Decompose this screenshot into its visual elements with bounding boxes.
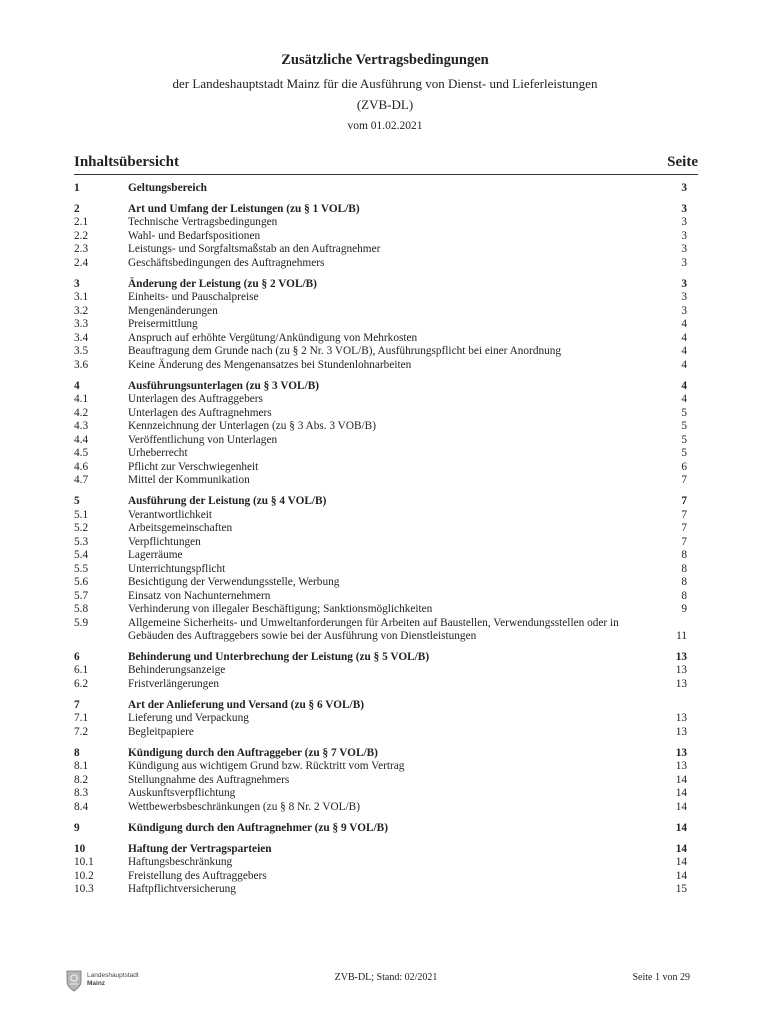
toc-entry-row [74,787,698,801]
toc-entry-title: Unterlagen des Auftragnehmers [128,406,272,419]
toc-entry-number: 6 [74,650,80,663]
toc-entry-title: Leistungs- und Sorgfaltsmaßstab an den Auftragnehmer [128,243,381,256]
document-abbreviation: (ZVB-DL) [356,97,414,112]
toc-entry-page: 8 [681,549,687,562]
toc-entry-row [74,216,698,230]
toc-entry-row [74,726,698,740]
toc-entry-number: 2.1 [74,216,89,229]
toc-entry-page: 3 [681,182,687,194]
toc-entry-number: 4.6 [74,460,89,473]
toc-entry-page: 7 [681,474,687,487]
toc-entry-page: 4 [681,345,687,358]
toc-entry-page: 14 [675,800,687,813]
page-footer [74,968,698,998]
toc-entry-page: 14 [675,821,687,834]
toc-entry-number: 3.2 [74,304,89,317]
toc-entry-row [74,257,698,271]
toc-entry-title: Auskunftsverpflichtung [128,787,236,800]
toc-entry-title: Keine Änderung des Mengenansatzes bei Stundenlohnarbeiten [128,358,412,371]
toc-entry-page: 13 [675,760,687,773]
toc-entry-number: 3.4 [74,331,89,344]
toc-entry-title: Geltungsbereich [128,182,207,194]
document-date: vom 01.02.2021 [347,120,423,132]
toc-section [74,203,698,271]
toc-entry-title: Kündigung aus wichtigem Grund bzw. Rücktritt vom Vertrag [128,760,405,773]
toc-entry-page: 4 [681,393,687,406]
toc-entry-number: 8 [74,746,80,759]
toc-entry-number: 5.1 [74,508,89,521]
toc-entry-title: Fristverlängerungen [128,677,219,690]
toc-entry-row [74,332,698,346]
toc-entry-row [74,760,698,774]
toc-entry-title: Einsatz von Nachunternehmern [128,589,271,602]
toc-entry-page: 7 [681,535,687,548]
title-block [0,52,770,133]
toc-entry-page: 7 [681,508,687,521]
toc-entry-page: 3 [681,291,687,304]
toc-chapter-row [74,182,698,196]
toc-entry-row [74,434,698,448]
toc-entry-title: Behinderung und Unterbrechung der Leistung (zu § 5 VOL/B) [128,650,430,663]
toc-entry-number: 5.3 [74,535,89,548]
toc-entry-title: Kündigung durch den Auftragnehmer (zu § 9 VOL/B) [128,821,388,834]
toc-entry-number: 4.5 [74,447,89,460]
toc-entry-row [74,801,698,815]
toc-entry-number: 10.3 [74,883,94,896]
toc-entry-title: Verantwortlichkeit [128,508,213,521]
toc-entry-row [74,447,698,461]
toc-entry-title: Veröffentlichung von Unterlagen [128,433,278,446]
toc-entry-title: Kennzeichnung der Unterlagen (zu § 3 Abs. 3 VOB/B) [128,420,376,433]
toc-entry-title: Begleitpapiere [128,725,194,738]
toc-entry-row [74,509,698,523]
toc-entry-title: Haftpflichtversicherung [128,883,236,896]
toc-chapter-row [74,380,698,394]
toc-entry-title: Wahl- und Bedarfspositionen [128,229,261,242]
toc-entry-number: 10.1 [74,856,94,869]
toc-entry-number: 2 [74,202,80,215]
toc-entry-number: 7 [74,698,80,711]
toc-header [74,154,698,175]
toc-entry-number: 7.2 [74,725,89,738]
toc-chapter-row [74,747,698,761]
toc-entry-number: 5.7 [74,589,89,602]
toc-entry-number: 3.5 [74,345,89,358]
toc-entry-page: 14 [675,773,687,786]
toc-entry-title: Preisermittlung [128,318,198,331]
toc-entry-row [74,291,698,305]
toc-entry-page: 5 [681,447,687,460]
toc-entry-number: 5.9 [74,616,89,629]
toc-entry-row [74,549,698,563]
toc-entry-page: 13 [675,650,687,663]
toc-entry-page: 8 [681,589,687,602]
toc-entry-title: Art und Umfang der Leistungen (zu § 1 VOL/B) [128,202,360,215]
toc-entry-page: 13 [675,746,687,759]
toc-entry-number: 4.3 [74,420,89,433]
toc-entry-title: Kündigung durch den Auftraggeber (zu § 7 VOL/B) [128,746,378,759]
toc-chapter-row [74,203,698,217]
toc-section [74,699,698,740]
toc-entry-title: Lagerräume [128,549,183,562]
toc-entry-page: 4 [681,358,687,371]
footer-doc-status: ZVB-DL; Stand: 02/2021 [334,972,438,983]
toc-entry-title: Mengenänderungen [128,304,218,317]
toc-entry-page: 4 [681,379,687,392]
toc-entry-title: Freistellung des Auftraggebers [128,869,267,882]
toc-entry-row [74,474,698,488]
toc-entry-page: 7 [681,522,687,535]
toc-entry-row [74,664,698,678]
toc-entry-page: 8 [681,576,687,589]
toc-entry-title: Mittel der Kommunikation [128,474,250,487]
toc-entry-number: 8.3 [74,787,89,800]
toc-entry-row [74,461,698,475]
toc-section [74,747,698,815]
toc-entry-number: 6.1 [74,664,89,677]
toc-entry-page: 13 [675,664,687,677]
toc-entry-page: 14 [675,856,687,869]
toc-section [74,651,698,692]
toc-entry-title: Ausführungsunterlagen (zu § 3 VOL/B) [128,379,320,392]
toc-entry-page: 7 [681,495,687,508]
toc-entry-number: 5.8 [74,603,89,616]
toc-entry-page: 13 [675,712,687,725]
toc-entry-title: Behinderungsanzeige [128,664,226,677]
toc-entry-title: Stellungnahme des Auftragnehmers [128,773,290,786]
toc-entry-row [74,590,698,604]
toc-entry-row [74,407,698,421]
toc-entry-row [74,576,698,590]
toc-entry-number: 5.4 [74,549,89,562]
toc-entry-page: 8 [681,562,687,575]
toc-entry-number: 5 [74,495,80,508]
toc-entry-title: Wettbewerbsbeschränkungen (zu § 8 Nr. 2 VOL/B) [128,800,360,813]
toc-entry-title: Ausführung der Leistung (zu § 4 VOL/B) [128,495,327,508]
toc-section [74,182,698,196]
toc-chapter-row [74,651,698,665]
toc-entry-row [74,243,698,257]
toc-entry-number: 10.2 [74,869,94,882]
toc-chapter-row [74,278,698,292]
toc-entry-row [74,345,698,359]
toc-entry-number: 8.2 [74,773,89,786]
toc-entry-number: 4.4 [74,433,89,446]
toc-entry-row [74,617,698,644]
toc-entry-title: Verpflichtungen [128,535,201,548]
toc-entry-page: 3 [681,229,687,242]
toc-entry-row [74,230,698,244]
toc-entry-number: 9 [74,821,80,834]
toc-entry-number: 8.4 [74,800,89,813]
toc-entry-page: 5 [681,420,687,433]
toc-entry-title: Unterrichtungspflicht [128,562,226,575]
toc-entry-row [74,393,698,407]
toc-section [74,843,698,897]
toc-chapter-row [74,843,698,857]
toc-chapter-row [74,495,698,509]
toc-entry-page: 4 [681,318,687,331]
toc-entry-page: 3 [681,243,687,256]
page-number: Seite 1 von 29 [632,972,690,983]
toc-entry-page: 14 [675,869,687,882]
toc-entry-page: 14 [675,787,687,800]
toc-entry-row [74,563,698,577]
toc-entry-title: Einheits- und Pauschalpreise [128,291,259,304]
toc-entry-number: 3.6 [74,358,89,371]
toc-entry-page: 3 [681,277,687,290]
toc-entry-number: 1 [74,182,80,194]
toc-entry-page: 3 [681,304,687,317]
toc-entry-number: 2.3 [74,243,89,256]
toc-entry-number: 3.1 [74,291,89,304]
document-subtitle: der Landeshauptstadt Mainz für die Ausführung von Dienst- und Lieferleistungen [172,76,598,91]
toc-entry-row [74,359,698,373]
toc-entry-title: Anspruch auf erhöhte Vergütung/Ankündigung von Mehrkosten [128,331,418,344]
toc-entry-page: 14 [675,842,687,855]
table-of-contents [74,182,698,904]
toc-section [74,495,698,644]
toc-entry-row [74,522,698,536]
toc-entry-title: Unterlagen des Auftraggebers [128,393,263,406]
toc-entry-page: 6 [681,460,687,473]
toc-entry-title: Arbeitsgemeinschaften [128,522,233,535]
toc-entry-page: 15 [675,883,687,896]
toc-entry-title: Änderung der Leistung (zu § 2 VOL/B) [128,277,317,290]
toc-entry-row [74,883,698,897]
toc-entry-number: 10 [74,842,86,855]
toc-heading: Inhaltsübersicht [74,154,180,170]
toc-entry-row [74,536,698,550]
toc-entry-page: 13 [675,725,687,738]
toc-entry-row [74,712,698,726]
toc-entry-page: 11 [676,630,687,643]
toc-entry-number: 5.6 [74,576,89,589]
toc-entry-number: 4.7 [74,474,89,487]
toc-entry-title: Geschäftsbedingungen des Auftragnehmers [128,256,325,269]
toc-entry-title: Technische Vertragsbedingungen [128,216,278,229]
toc-entry-page: 5 [681,406,687,419]
toc-section [74,380,698,488]
toc-entry-number: 4.1 [74,393,89,406]
toc-entry-row [74,870,698,884]
logo-line-2: Mainz [87,979,106,987]
toc-entry-page: 9 [681,603,687,616]
toc-entry-title: Haftungsbeschränkung [128,856,233,869]
toc-entry-title: Allgemeine Sicherheits- und Umweltanforderungen für Arbeiten auf Baustellen, Verwendungsstellen oder in Gebäuden des Auftraggebers sowie bei der Ausführung von Dienstleistungen [128,616,619,643]
toc-section [74,278,698,373]
toc-entry-page: 3 [681,256,687,269]
toc-entry-row [74,774,698,788]
toc-entry-page: 4 [681,331,687,344]
toc-entry-page: 3 [681,202,687,215]
toc-entry-number: 2.4 [74,256,89,269]
toc-entry-row [74,305,698,319]
toc-entry-number: 4.2 [74,406,89,419]
toc-entry-number: 8.1 [74,760,89,773]
toc-entry-number: 7.1 [74,712,89,725]
toc-entry-number: 3.3 [74,318,89,331]
toc-entry-page: 3 [681,216,687,229]
logo-line-1: Landeshauptstadt [87,972,139,979]
document-title: Zusätzliche Vertragsbedingungen [281,52,489,68]
toc-entry-row [74,678,698,692]
toc-entry-number: 3 [74,277,80,290]
toc-entry-page: 13 [675,677,687,690]
toc-entry-title: Pflicht zur Verschwiegenheit [128,460,259,473]
toc-entry-row [74,856,698,870]
toc-entry-title: Lieferung und Verpackung [128,712,249,725]
toc-entry-title: Verhinderung von illegaler Beschäftigung; Sanktionsmöglichkeiten [128,603,433,616]
toc-entry-title: Urheberrecht [128,447,188,460]
toc-chapter-row [74,822,698,836]
toc-entry-number: 5.5 [74,562,89,575]
toc-entry-row [74,420,698,434]
toc-entry-title: Art der Anlieferung und Versand (zu § 6 VOL/B) [128,698,364,711]
toc-entry-number: 5.2 [74,522,89,535]
toc-entry-number: 2.2 [74,229,89,242]
toc-entry-row [74,318,698,332]
toc-entry-number: 6.2 [74,677,89,690]
toc-chapter-row [74,699,698,713]
toc-entry-title: Haftung der Vertragsparteien [128,842,272,855]
toc-entry-page: 5 [681,433,687,446]
toc-section [74,822,698,836]
toc-entry-number: 4 [74,379,80,392]
toc-entry-row [74,603,698,617]
toc-entry-title: Beauftragung dem Grunde nach (zu § 2 Nr. 3 VOL/B), Ausführungspflicht bei einer Anordnung [128,345,562,358]
toc-entry-title: Besichtigung der Verwendungsstelle, Werbung [128,576,340,589]
page-column-heading: Seite [667,154,698,170]
